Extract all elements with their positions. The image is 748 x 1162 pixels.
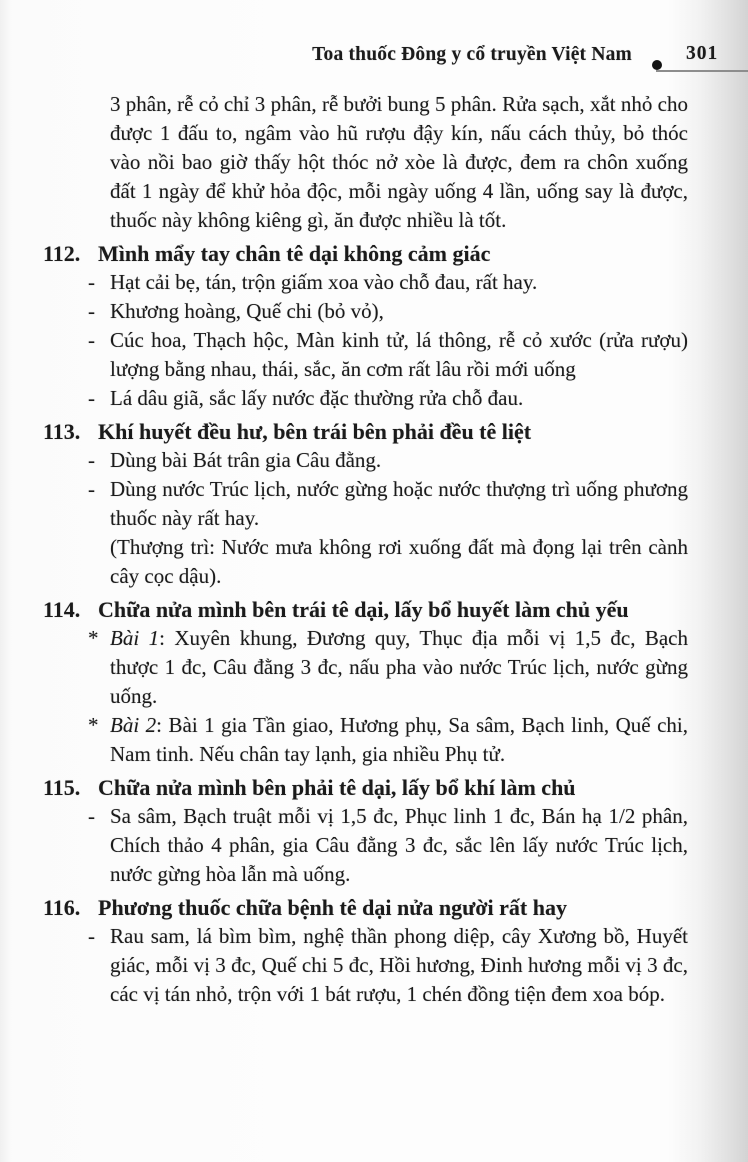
item-text: Bài 1: Xuyên khung, Đương quy, Thục địa mỗi vị 1,5 đc, Bạch thược 1 đc, Câu đằng 3 đc, nấu pha vào nước Trúc lịch, nước gừng uống.	[110, 626, 688, 708]
section-heading	[43, 773, 688, 802]
item-lead: Bài 2	[110, 713, 157, 737]
item-text: Cúc hoa, Thạch hộc, Màn kinh tử, lá thông, rễ cỏ xước (rửa rượu) lượng bằng nhau, thái, sắc, ăn cơm rất lâu rồi mới uống	[110, 328, 688, 381]
item-text: Hạt cải bẹ, tán, trộn giấm xoa vào chỗ đau, rất hay.	[110, 270, 538, 294]
list-item	[88, 711, 688, 769]
section	[43, 417, 688, 591]
item-marker: -	[88, 804, 95, 828]
running-title: Toa thuốc Đông y cổ truyền Việt Nam	[312, 44, 632, 65]
item-marker	[88, 533, 110, 591]
list-item	[88, 326, 688, 384]
running-head	[0, 44, 748, 78]
section	[43, 773, 688, 889]
list-item	[88, 384, 688, 413]
item-lead: Bài 1	[110, 626, 160, 650]
item-marker: -	[88, 477, 95, 501]
note-item	[88, 533, 688, 591]
item-text: Dùng nước Trúc lịch, nước gừng hoặc nước thượng trì uống phương thuốc này rất hay.	[110, 477, 688, 530]
list-item	[88, 922, 688, 1009]
sections-container	[43, 239, 688, 1009]
list-item	[88, 297, 688, 326]
item-marker: -	[88, 299, 95, 323]
item-text: Sa sâm, Bạch truật mỗi vị 1,5 đc, Phục linh 1 đc, Bán hạ 1/2 phân, Chích thảo 4 phân, gia Câu đằng 3 đc, sắc lên lấy nước Trúc lịch, nước gừng hòa lẫn mà uống.	[110, 804, 688, 886]
section-number: 113.	[43, 419, 81, 444]
intro-paragraph: 3 phân, rễ cỏ chỉ 3 phân, rễ bưởi bung 5 phân. Rửa sạch, xắt nhỏ cho được 1 đấu to, ngâm vào hũ rượu đậy kín, nấu cách thủy, bỏ thóc vào nồi bao giờ thấy hột thóc nở xòe là được, đem ra chôn xuống đất 1 ngày để khử hỏa độc, mỗi ngày uống 4 lần, uống say là được, thuốc này không kiêng gì, ăn được nhiều là tốt.	[110, 92, 688, 232]
section-number: 114.	[43, 597, 81, 622]
section-heading	[43, 239, 688, 268]
section-heading	[43, 417, 688, 446]
section-title: Mình mẩy tay chân tê dại không cảm giác	[98, 241, 491, 266]
section-heading	[43, 595, 688, 624]
section-number: 115.	[43, 775, 81, 800]
section-number: 116.	[43, 895, 81, 920]
section-title: Chữa nửa mình bên trái tê dại, lấy bổ huyết làm chủ yếu	[98, 597, 629, 622]
list-item	[88, 624, 688, 711]
section-heading	[43, 893, 688, 922]
section-title: Khí huyết đều hư, bên trái bên phải đều tê liệt	[98, 419, 532, 444]
list-item	[88, 268, 688, 297]
item-marker: -	[88, 448, 95, 472]
section	[43, 239, 688, 413]
page-number: 301	[686, 43, 719, 64]
list-item	[88, 802, 688, 889]
item-marker: -	[88, 924, 95, 948]
item-text: Lá dâu giã, sắc lấy nước đặc thường rửa chỗ đau.	[110, 386, 524, 410]
item-text: Dùng bài Bát trân gia Câu đằng.	[110, 448, 382, 472]
item-text: Rau sam, lá bìm bìm, nghệ thần phong diệp, cây Xương bồ, Huyết giác, mỗi vị 3 đc, Quế chi 5 đc, Hồi hương, Đinh hương mỗi vị 3 đc, các vị tán nhỏ, trộn với 1 bát rượu, 1 chén đồng tiện đem xoa bóp.	[110, 924, 688, 1006]
list-item	[88, 446, 688, 475]
item-marker: -	[88, 328, 95, 352]
page-body	[43, 90, 688, 1009]
bullet-dot-icon	[652, 60, 662, 70]
header-rule	[656, 70, 748, 72]
section	[43, 893, 688, 1009]
item-text: Bài 2: Bài 1 gia Tần giao, Hương phụ, Sa sâm, Bạch linh, Quế chi, Nam tinh. Nếu chân tay lạnh, gia nhiều Phụ tử.	[110, 713, 688, 766]
section-number: 112.	[43, 241, 81, 266]
section-title: Phương thuốc chữa bệnh tê dại nửa người rất hay	[98, 895, 567, 920]
item-text: (Thượng trì: Nước mưa không rơi xuống đất mà đọng lại trên cành cây cọc dậu).	[110, 535, 688, 588]
item-marker: *	[88, 713, 99, 737]
item-marker: -	[88, 270, 95, 294]
section-title: Chữa nửa mình bên phải tê dại, lấy bổ khí làm chủ	[98, 775, 576, 800]
item-text: Khương hoàng, Quế chi (bỏ vỏ),	[110, 299, 384, 323]
item-marker: -	[88, 386, 95, 410]
item-marker: *	[88, 626, 99, 650]
section	[43, 595, 688, 769]
list-item	[88, 475, 688, 533]
